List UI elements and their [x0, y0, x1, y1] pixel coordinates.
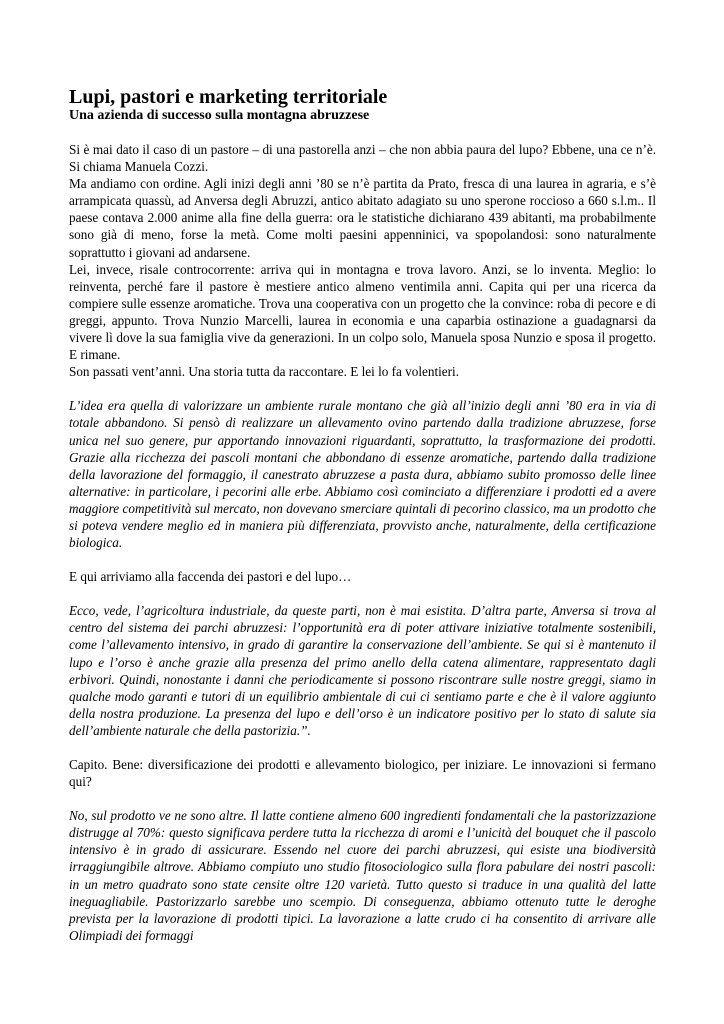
article-subtitle: Una azienda di successo sulla montagna abruzzese: [69, 108, 370, 123]
question-paragraph: E qui arriviamo alla faccenda dei pastori e del lupo…: [69, 569, 352, 585]
document-page: [69, 86, 656, 944]
paragraph-gap: [69, 790, 656, 807]
intro-paragraph: Son passati vent’anni. Una storia tutta da raccontare. E lei lo fa volentieri.: [69, 364, 459, 380]
intro-section: [69, 141, 656, 380]
paragraph-gap: [69, 551, 656, 568]
intro-paragraph: Si è mai dato il caso di un pastore – di una pastorella anzi – che non abbia paura del lupo? Ebbene, una ce n’è. Si chiama Manuela Cozzi.: [69, 142, 656, 175]
quote-paragraph: No, sul prodotto ve ne sono altre. Il latte contiene almeno 600 ingredienti fondamentali che la pastorizzazione distrugge al 70%: questo significava perdere tutta la ricchezza di aromi e l’unicità del bouquet che il pascolo intensivo è in grado di assicurare. Essendo nel cuore dei parchi abruzzesi, qui esiste una biodiversità irraggiungibile altrove. Abbiamo compiuto uno studio fitosociologico sulla flora pabulare dei nostri pascoli: in un metro quadrato sono state censite oltre 120 varietà. Tutto questo si traduce in una qualità del latte ineguagliabile. Pastorizzarlo sarebbe uno scempio. Di conseguenza, abbiamo ottenuto tutte le deroghe prevista per la lavorazione di prodotti tipici. La lavorazione a latte crudo ci ha consentito di arrivare alle Olimpiadi dei formaggi: [69, 808, 656, 943]
paragraph-gap: [69, 585, 656, 602]
quote-paragraph: Ecco, vede, l’agricoltura industriale, da queste parti, non è mai esistita. D’altra parte, Anversa si trova al centro del sistema dei parchi abruzzesi: l’opportunità era di poter attivare iniziative totalmente sostenibili, come l’allevamento intensivo, in grado di garantire la conservazione dell’ambiente. Se qui si è mantenuto il lupo e l’orso è anche grazie alla presenza del primo anello della catena alimentare, rappresentato dagli erbivori. Quindi, nonostante i danni che periodicamente si possono riscontrare sulle nostre greggi, siamo in qualche modo garanti e tutori di un equilibrio ambientale di cui ci sentiamo parte e che è il valore aggiunto della nostra produzione. La presenza del lupo e dell’orso è un indicatore positivo per lo stato di salute sia dell’ambiente naturale che della pastorizia.”.: [69, 603, 656, 738]
question-paragraph: Capito. Bene: diversificazione dei prodotti e allevamento biologico, per iniziare. Le innovazioni si fermano qui?: [69, 757, 656, 790]
article-title: Lupi, pastori e marketing territoriale: [69, 86, 388, 108]
quote-paragraph: L’idea era quella di valorizzare un ambiente rurale montano che già all’inizio degli anni ’80 era in via di totale abbandono. Si pensò di realizzare un allevamento ovino partendo dalla tradizione abruzzese, forse unica nel suo genere, pur apportando innovazioni riguardanti, soprattutto, la trasformazione dei prodotti. Grazie alla ricchezza dei pascoli montani che abbondano di essenze aromatiche, partendo dalla tradizione della lavorazione del formaggio, il canestrato abruzzese a pasta dura, abbiamo subito promosso delle linee alternative: in particolare, i pecorini alle erbe. Abbiamo così cominciato a differenziare i prodotti ed a avere maggiore competitività sul mercato, non dovevano smerciare quintali di pecorino classico, ma un prodotto che si poteva vendere meglio ed in maniera più differenziata, provvisto anche, naturalmente, della certificazione biologica.: [69, 398, 656, 551]
intro-paragraph: Ma andiamo con ordine. Agli inizi degli anni ’80 se n’è partita da Prato, fresca di una laurea in agraria, e s’è arrampicata quassù, ad Anversa degli Abruzzi, antico abitato adagiato su uno sperone roccioso a 660 s.l.m.. Il paese contava 2.000 anime alla fine della guerra: ora le statistiche dichiarano 439 abitanti, ma probabilmente sono già di meno, forse la metà. Come molti paesini appenninici, va spopolandosi: sono naturalmente soprattutto i giovani ad andarsene.: [69, 176, 656, 260]
paragraph-gap: [69, 380, 656, 397]
paragraph-gap: [69, 739, 656, 756]
intro-paragraph: Lei, invece, risale controcorrente: arriva qui in montagna e trova lavoro. Anzi, se lo inventa. Meglio: lo reinventa, perché fare il pastore è mestiere antico almeno ventimila anni. Capita qui per una ricerca da compiere sulle essenze aromatiche. Trova una cooperativa con un progetto che la convince: roba di pecore e di greggi, appunto. Trova Nunzio Marcelli, laurea in economia e una caparbia ostinazione a guadagnarsi da vivere lì dove la sua famiglia vive da generazioni. In un colpo solo, Manuela sposa Nunzio e sposa il progetto. E rimane.: [69, 261, 656, 363]
